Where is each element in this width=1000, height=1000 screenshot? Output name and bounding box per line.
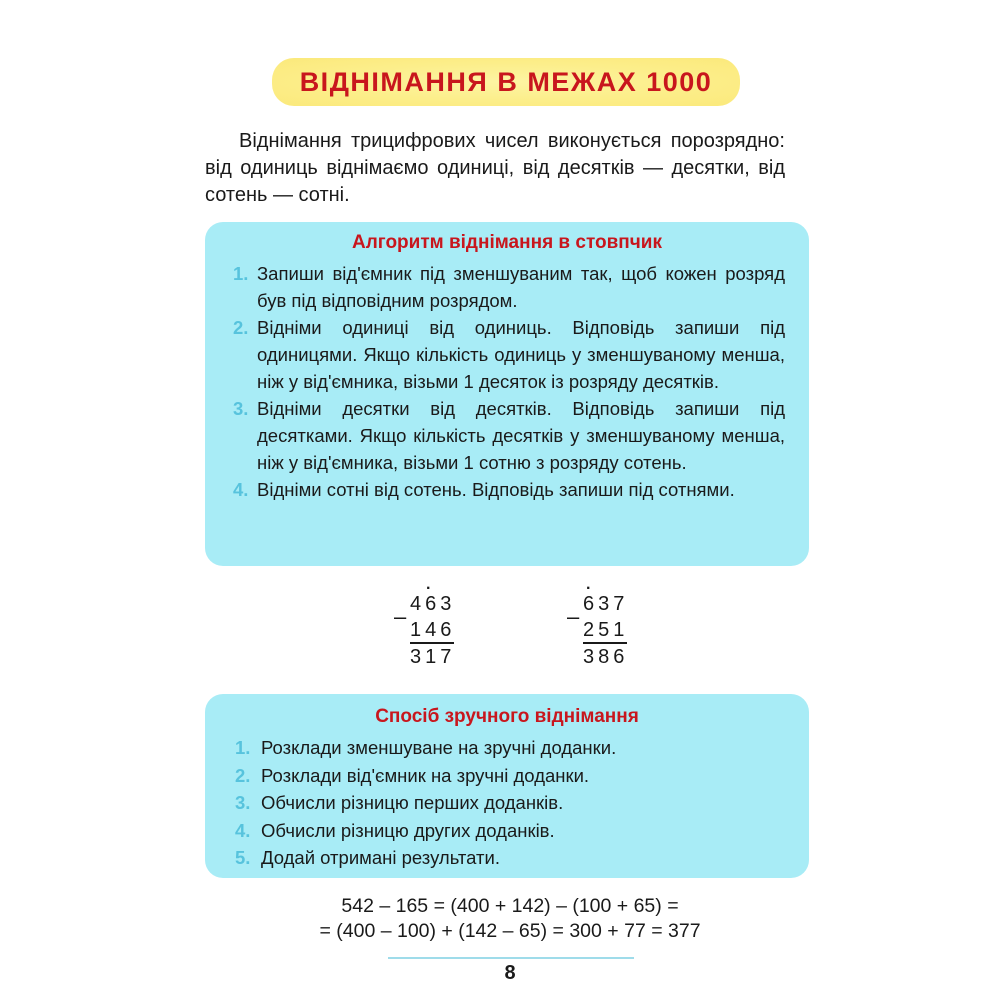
- convenient-step: [205, 789, 809, 817]
- step-number: 4.: [235, 819, 251, 841]
- intro-text: Віднімання трицифрових чисел виконується порозрядно: від одиниць віднімаємо одиниці, від десятків — десятки, від сотень — сотні.: [205, 130, 785, 206]
- footer-divider: [388, 957, 634, 959]
- borrow-mark: ·: [426, 580, 436, 597]
- step-number: 5.: [235, 847, 251, 868]
- step-number: 2.: [235, 764, 251, 786]
- convenient-steps: [205, 734, 809, 872]
- convenient-step: [205, 734, 809, 762]
- convenient-subtraction-box: [205, 694, 809, 878]
- step-number: 3.: [233, 398, 249, 419]
- step-text: Запиши від'ємник під зменшуваним так, щоб кожен розряд був під відповідним розрядом.: [257, 263, 785, 311]
- minuend: 637: [583, 593, 629, 615]
- step-text: Відніми сотні від сотень. Відповідь запиши під сотнями.: [257, 479, 735, 500]
- page-title: ВІДНІМАННЯ В МЕЖАХ 1000: [299, 66, 713, 97]
- step-text: Відніми одиниці від одиниць. Відповідь запиши під одиницями. Якщо кількість одиниць у зменшуваному менша, ніж у від'ємника, візьми 1 десяток із розряду десятків.: [257, 317, 785, 392]
- algorithm-box: [205, 222, 809, 566]
- example-equation-line-1: 542 – 165 = (400 + 142) – (100 + 65) =: [341, 895, 679, 917]
- convenient-title: Спосіб зручного віднімання: [375, 706, 639, 727]
- step-text: Розклади зменшуване на зручні доданки.: [261, 737, 617, 758]
- minus-sign: –: [394, 604, 411, 629]
- intro-paragraph: [205, 128, 785, 209]
- algorithm-step: [205, 260, 809, 314]
- step-number: 2.: [233, 317, 249, 338]
- page-number: 8: [504, 962, 516, 984]
- step-number: 4.: [233, 479, 249, 500]
- step-text: Додай отримані результати.: [261, 847, 501, 868]
- minuend: 463: [410, 593, 456, 615]
- subtrahend: 251: [583, 619, 629, 641]
- step-text: Відніми десятки від десятків. Відповідь запиши під десятками. Якщо кількість десятків у зменшуваному менша, ніж у від'ємника, візьми 1 сотню з розряду сотень.: [257, 398, 785, 473]
- algorithm-step: [205, 314, 809, 395]
- algorithm-title: Алгоритм віднімання в стовпчик: [351, 232, 662, 253]
- title-banner: [272, 58, 740, 106]
- example-equation-line-2: = (400 – 100) + (142 – 65) = 300 + 77 = 377: [319, 920, 701, 942]
- convenient-step: [205, 762, 809, 790]
- minus-sign: –: [567, 604, 584, 629]
- difference: 317: [410, 646, 456, 668]
- algorithm-step: [205, 476, 809, 503]
- difference: 386: [583, 646, 629, 668]
- algorithm-step: [205, 395, 809, 476]
- underline-1: [410, 642, 454, 644]
- subtrahend: 146: [410, 619, 456, 641]
- underline-2: [583, 642, 627, 644]
- algorithm-steps: [205, 260, 809, 503]
- step-number: 1.: [235, 737, 251, 758]
- borrow-mark: ·: [586, 580, 596, 597]
- convenient-step: [205, 817, 809, 845]
- step-text: Обчисли різницю других доданків.: [261, 819, 555, 841]
- step-number: 1.: [233, 263, 249, 284]
- step-text: Обчисли різницю перших доданків.: [261, 792, 564, 813]
- step-number: 3.: [235, 792, 251, 813]
- convenient-step: [205, 844, 809, 872]
- step-text: Розклади від'ємник на зручні доданки.: [261, 764, 590, 786]
